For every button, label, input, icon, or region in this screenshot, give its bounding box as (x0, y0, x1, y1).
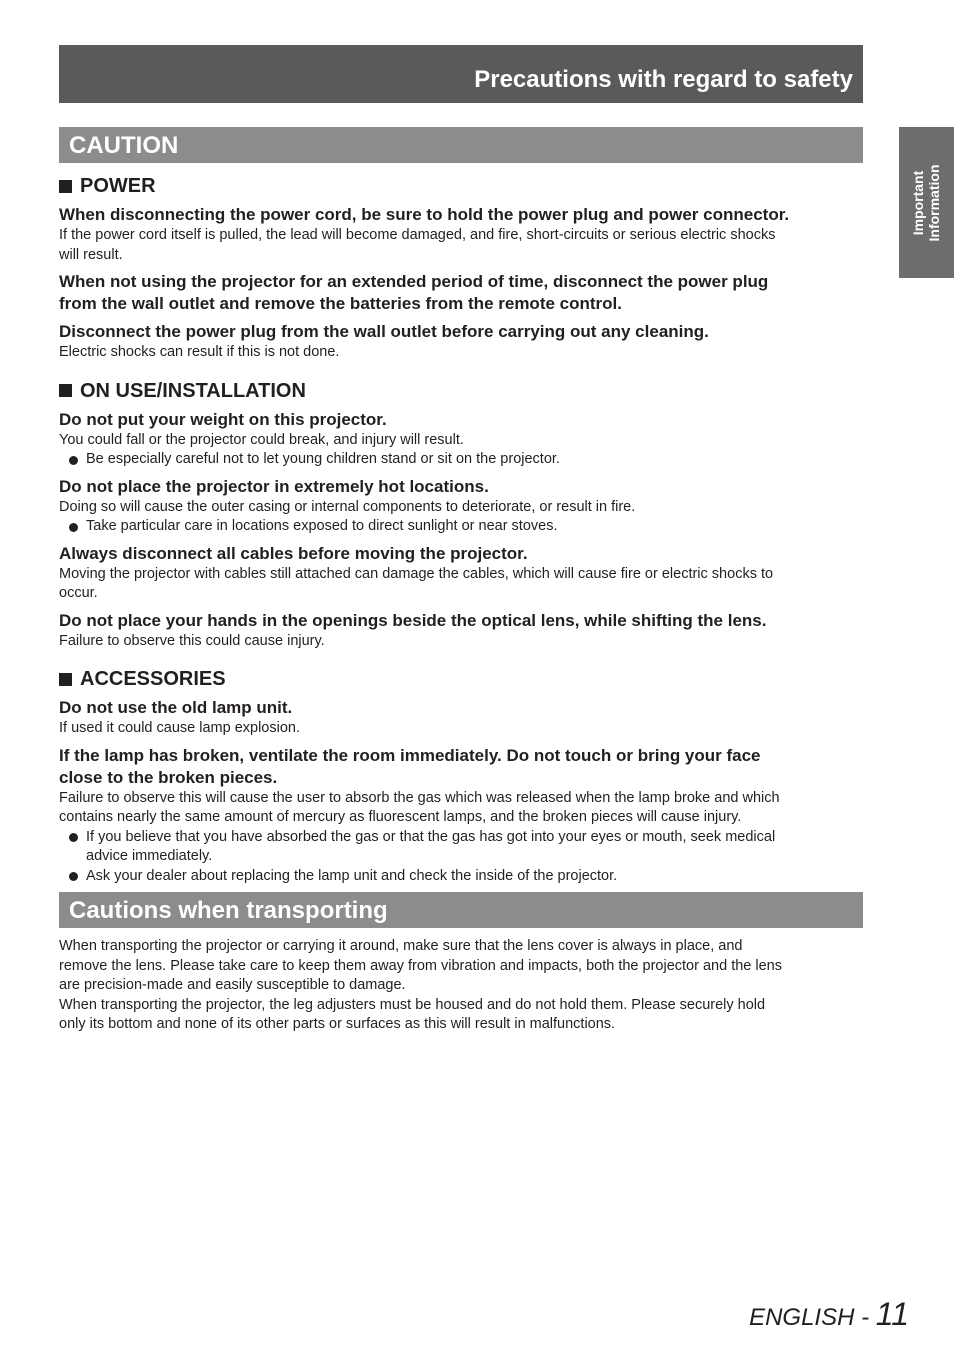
transport-text-2a: When transporting the projector, the leg adjusters must be housed and do not hold them. Please securely hold (59, 996, 766, 1013)
acc-warning-1: Do not use the old lamp unit. (59, 698, 293, 717)
use-text-4: Failure to observe this could cause injury. (59, 632, 325, 649)
bullet-dot-icon (69, 523, 78, 532)
square-bullet-icon (59, 180, 72, 193)
caution-title: CAUTION (69, 132, 179, 159)
use-warning-1: Do not put your weight on this projector. (59, 409, 387, 429)
power-text-3: Electric shocks can result if this is not done. (59, 344, 340, 360)
use-text-3a: Moving the projector with cables still attached can damage the cables, which will cause fire or electric shocks to (59, 565, 774, 582)
accessories-heading (59, 667, 863, 691)
power-warning-3: Disconnect the power plug from the wall outlet before carrying out any cleaning. (59, 322, 709, 341)
footer-language: ENGLISH - (749, 1304, 876, 1331)
side-section-tab[interactable] (899, 127, 954, 278)
use-bullet-1-text: Be especially careful not to let young children stand or sit on the projector. (86, 451, 560, 467)
transport-text-1c: are precision-made and easily susceptible to damage. (59, 977, 406, 993)
square-bullet-icon (59, 673, 72, 686)
acc-bullet-1-text-a: If you believe that you have absorbed the gas or that the gas has got into your eyes or mouth, seek medical (86, 828, 776, 845)
power-warning-1: When disconnecting the power cord, be sure to hold the power plug and power connector. (59, 205, 790, 224)
use-warning-3: Always disconnect all cables before moving the projector. (59, 543, 528, 563)
side-tab-label (910, 165, 942, 242)
power-warning-2a: When not using the projector for an extended period of time, disconnect the power plug (59, 272, 769, 291)
acc-bullet-2-text: Ask your dealer about replacing the lamp unit and check the inside of the projector. (86, 867, 618, 884)
bullet-dot-icon (69, 456, 78, 465)
use-bullet-2 (59, 517, 863, 537)
square-bullet-icon (59, 384, 72, 397)
power-heading-text: POWER (80, 175, 156, 197)
acc-bullet-1-text-b: advice immediately. (86, 848, 213, 864)
acc-text-1: If used it could cause lamp explosion. (59, 720, 300, 736)
power-text-1a: If the power cord itself is pulled, the lead will become damaged, and fire, short-circuits or serious electric shocks (59, 227, 776, 243)
transport-title: Cautions when transporting (69, 897, 388, 924)
acc-text-2b: contains nearly the same amount of mercury as fluorescent lamps, and the broken pieces will cause injury. (59, 809, 742, 825)
transport-text-1a: When transporting the projector or carrying it around, make sure that the lens cover is always in place, and (59, 938, 743, 954)
use-text-2: Doing so will cause the outer casing or internal components to deteriorate, or result in fire. (59, 498, 636, 515)
transport-text-1b: remove the lens. Please take care to keep them away from vibration and impacts, both the projector and the lens (59, 957, 782, 974)
power-text-1b: will result. (59, 246, 123, 263)
use-installation-heading (59, 379, 863, 403)
page-footer (749, 1296, 909, 1333)
acc-bullet-2 (59, 867, 863, 887)
use-warning-2: Do not place the projector in extremely hot locations. (59, 476, 489, 496)
bullet-dot-icon (69, 872, 78, 881)
caution-content (59, 174, 863, 886)
bullet-dot-icon (69, 833, 78, 842)
use-bullet-2-text: Take particular care in locations exposed to direct sunlight or near stoves. (86, 518, 558, 534)
page-number: 11 (875, 1296, 909, 1332)
transport-content (59, 937, 863, 1035)
caution-section-bar (59, 127, 863, 163)
accessories-heading-text: ACCESSORIES (80, 668, 226, 690)
acc-warning-2a: If the lamp has broken, ventilate the room immediately. Do not touch or bring your face (59, 745, 761, 765)
page-header-bar (59, 45, 863, 103)
transport-section-bar (59, 892, 863, 928)
transport-text-2b: only its bottom and none of its other parts or surfaces as this will result in malfunctions. (59, 1016, 616, 1032)
acc-bullet-1 (59, 828, 863, 867)
use-text-1: You could fall or the projector could break, and injury will result. (59, 431, 464, 448)
side-tab-label-line2: Information (926, 164, 942, 242)
use-bullet-1 (59, 450, 863, 470)
side-tab-label-line1: Important (910, 170, 926, 236)
acc-warning-2b: close to the broken pieces. (59, 767, 278, 787)
use-text-3b: occur. (59, 585, 98, 601)
power-warning-2b: from the wall outlet and remove the batteries from the remote control. (59, 294, 622, 313)
use-warning-4: Do not place your hands in the openings beside the optical lens, while shifting the lens. (59, 610, 767, 630)
power-heading (59, 174, 863, 198)
use-installation-heading-text: ON USE/INSTALLATION (80, 379, 306, 402)
page-header-title: Precautions with regard to safety (474, 66, 853, 93)
acc-text-2a: Failure to observe this will cause the user to absorb the gas which was released when the lamp broke and which (59, 789, 780, 806)
